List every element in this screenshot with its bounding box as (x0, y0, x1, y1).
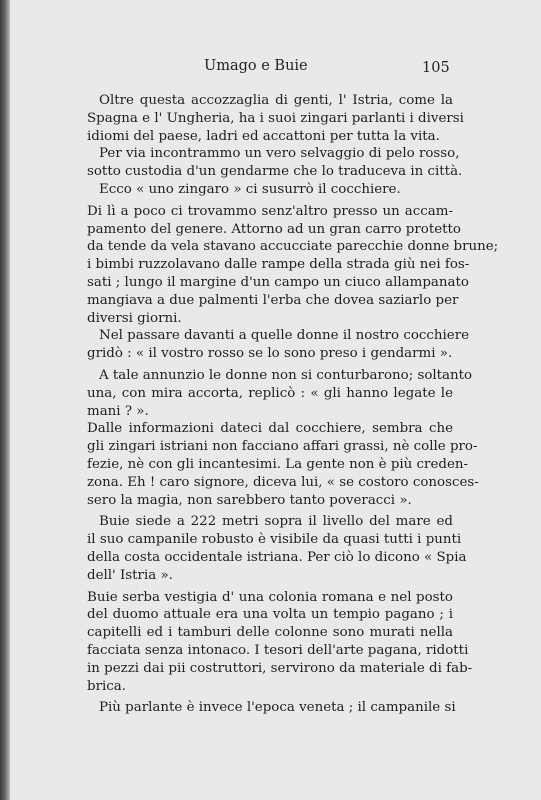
text-line: pamento del genere. Attorno ad un gran carro protetto (87, 221, 461, 237)
text-line: gridò : « il vostro rosso se lo sono preso i gendarmi ». (87, 346, 453, 362)
text-line: in pezzi dai pii costruttori, servirono da materiale di fab- (87, 660, 473, 676)
text-line: zona. Eh ! caro signore, diceva lui, « se costoro conosces- (87, 474, 479, 490)
text-line: sotto custodia d'un gendarme che lo traduceva in città. (87, 164, 463, 180)
paragraph (87, 145, 463, 181)
page-number: 105 (422, 60, 450, 76)
text-line: idiomi del paese, ladri ed accattoni per tutta la vita. (87, 128, 440, 144)
text-line: A tale annunzio le donne non si conturbarono; soltanto (99, 367, 473, 383)
paragraph (87, 92, 464, 145)
text-line: da tende da vela stavano accucciate parecchie donne brune; (87, 239, 499, 255)
text-line: brica. (87, 678, 126, 694)
text-line: il suo campanile robusto è visibile da quasi tutti i punti (87, 532, 462, 548)
text-line: mangiava a due palmenti l'erba che dovea saziarlo per (87, 292, 459, 308)
text-line: Più parlante è invece l'epoca veneta ; il campanile si (99, 700, 456, 716)
text-line: Nel passare davanti a quelle donne il nostro cocchiere (99, 328, 470, 344)
page-header (10, 58, 541, 80)
paragraph (87, 589, 473, 696)
text-line: diversi giorni. (87, 310, 182, 326)
text-line: del duomo attuale era una volta un tempio pagano ; i (87, 607, 453, 623)
paragraph (87, 513, 467, 584)
text-line: Ecco « uno zingaro » ci susurrò il cocchiere. (99, 181, 401, 197)
paragraph (87, 181, 453, 199)
text-line: i bimbi ruzzolavano dalle rampe della strada giù nei fos- (87, 257, 470, 273)
text-line: Buie serba vestigia d' una colonia romana e nel posto (87, 589, 453, 605)
paragraph (87, 367, 473, 420)
paragraph (87, 699, 456, 717)
paragraph (87, 203, 499, 328)
book-binding-edge (0, 0, 10, 800)
text-line: Oltre questa accozzaglia di genti, l' Istria, come la (99, 93, 453, 108)
paragraph (87, 420, 479, 509)
text-line: sero la magia, non sarebbero tanto poveracci ». (87, 492, 412, 508)
text-line: fezie, nè con gli incantesimi. La gente non è più creden- (87, 456, 469, 472)
running-title: Umago e Buie (204, 58, 308, 74)
text-line: capitelli ed i tamburi delle colonne sono murati nella (87, 625, 453, 641)
text-line: Dalle informazioni dateci dal cocchiere, sembra che (87, 421, 453, 437)
text-line: dell' Istria ». (87, 567, 173, 583)
text-line: Per via incontrammo un vero selvaggio di pelo rosso, (99, 146, 460, 162)
text-line: Buie siede a 222 metri sopra il livello del mare ed (99, 514, 453, 530)
body-text (87, 92, 499, 717)
text-line: Spagna e l' Ungheria, ha i suoi zingari parlanti i diversi (87, 110, 464, 126)
text-line: facciata senza intonaco. I tesori dell'arte pagana, ridotti (87, 642, 469, 658)
text-line: gli zingari istriani non facciano affari grassi, nè colle pro- (87, 439, 478, 455)
text-line: della costa occidentale istriana. Per ciò lo dicono « Spia (87, 549, 467, 565)
text-line: Di lì a poco ci trovammo senz'altro presso un accam- (87, 203, 453, 219)
book-page (10, 0, 541, 800)
text-line: sati ; lungo il margine d'un campo un ciuco allampanato (87, 274, 469, 290)
text-line: una, con mira accorta, replicò : « gli hanno legate le (87, 385, 453, 401)
paragraph (87, 327, 470, 363)
text-line: mani ? ». (87, 403, 149, 419)
